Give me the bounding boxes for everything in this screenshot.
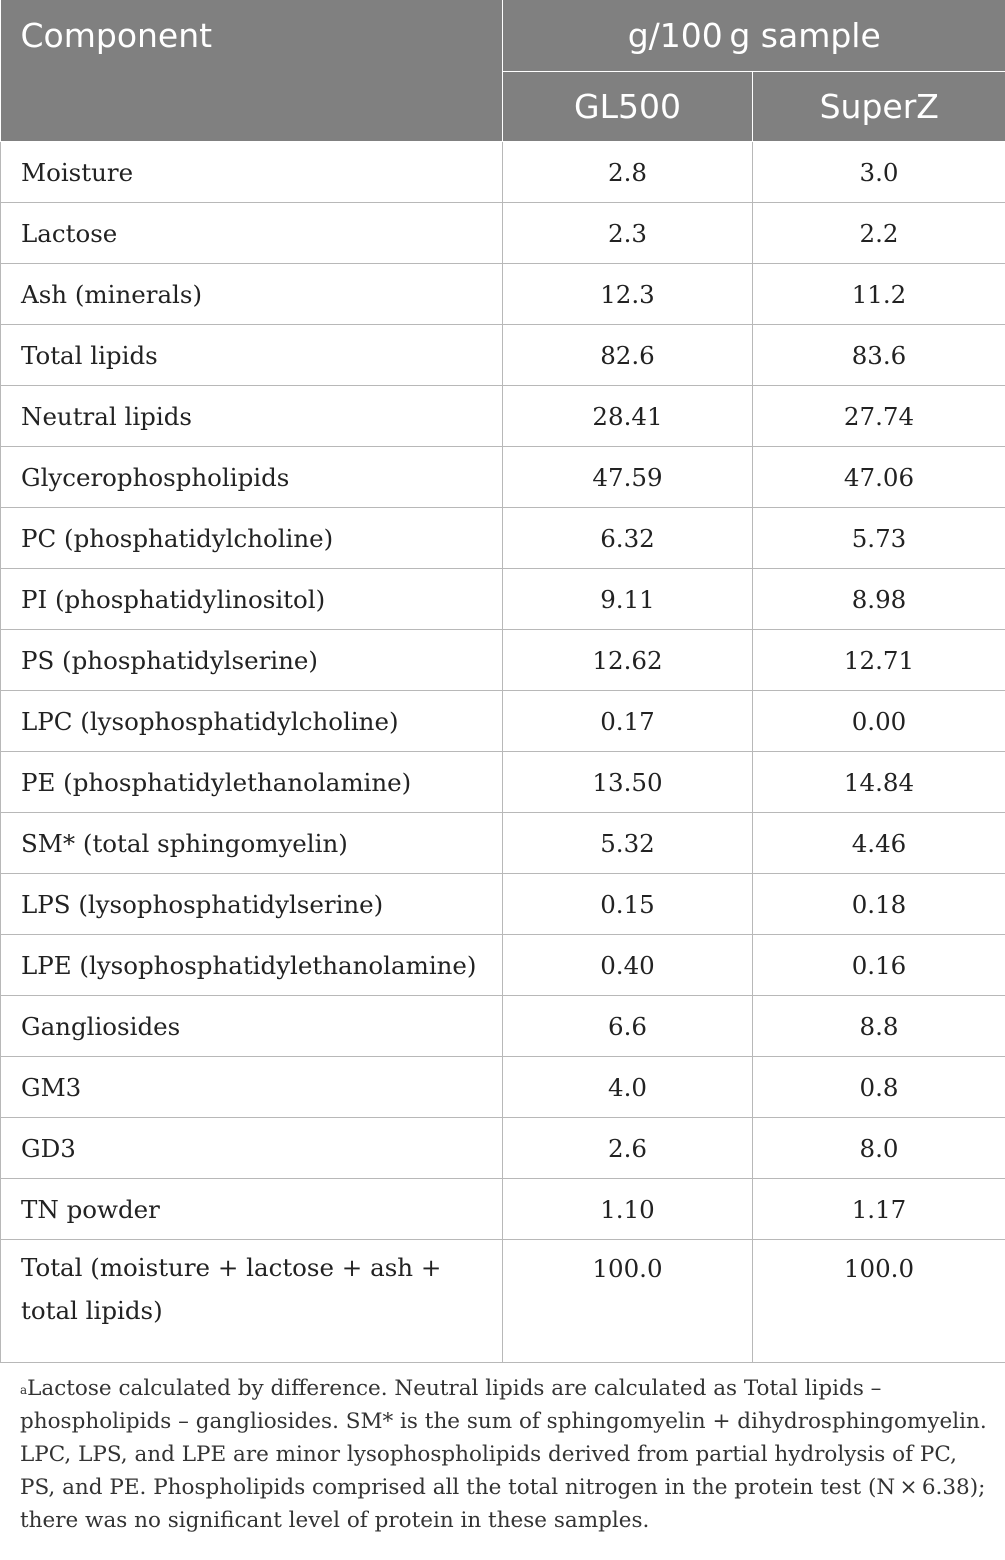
table-row xyxy=(1,203,1005,264)
table-row xyxy=(1,996,1005,1057)
superz-value: 83.6 xyxy=(753,325,1005,386)
gl500-value: 0.17 xyxy=(503,691,753,752)
superz-value: 8.98 xyxy=(753,569,1005,630)
table-row xyxy=(1,813,1005,874)
row-label: GD3 xyxy=(1,1118,503,1179)
table-row xyxy=(1,1057,1005,1118)
superz-value: 2.2 xyxy=(753,203,1005,264)
table-row xyxy=(1,752,1005,813)
gl500-value: 0.15 xyxy=(503,874,753,935)
superz-value: 14.84 xyxy=(753,752,1005,813)
row-label: PE (phosphatidylethanolamine) xyxy=(1,752,503,813)
row-label: LPS (lysophosphatidylserine) xyxy=(1,874,503,935)
gl500-value: 2.8 xyxy=(503,142,753,203)
gl500-value: 9.11 xyxy=(503,569,753,630)
gl500-value: 2.3 xyxy=(503,203,753,264)
table-row xyxy=(1,691,1005,752)
superz-value: 0.00 xyxy=(753,691,1005,752)
table-row xyxy=(1,1118,1005,1179)
superz-value: 5.73 xyxy=(753,508,1005,569)
table-row xyxy=(1,142,1005,203)
row-label: Lactose xyxy=(1,203,503,264)
gl500-value: 13.50 xyxy=(503,752,753,813)
footnote-text: Lactose calculated by difference. Neutral lipids are calculated as Total lipids – phospholipids – gangliosides. SM* is the sum of sphingomyelin + dihydrosphingomyelin. LPC, LPS, and LPE are minor lysophospholipids derived from partial hydrolysis of PC, PS, and PE. Phospholipids comprised all the total nitrogen in the protein test (N × 6.38); there was no significant level of protein in these samples. xyxy=(20,1376,987,1533)
superz-value: 8.0 xyxy=(753,1118,1005,1179)
table-footnote xyxy=(20,1372,995,1537)
gl500-value: 6.6 xyxy=(503,996,753,1057)
row-label: Neutral lipids xyxy=(1,386,503,447)
gl500-value: 12.3 xyxy=(503,264,753,325)
superz-value: 1.17 xyxy=(753,1179,1005,1240)
gl500-value: 2.6 xyxy=(503,1118,753,1179)
table-row xyxy=(1,447,1005,508)
row-label: GM3 xyxy=(1,1057,503,1118)
gl500-value: 82.6 xyxy=(503,325,753,386)
row-label: Ash (minerals) xyxy=(1,264,503,325)
row-label: PS (phosphatidylserine) xyxy=(1,630,503,691)
table-row xyxy=(1,874,1005,935)
row-label: Gangliosides xyxy=(1,996,503,1057)
gl500-value: 5.32 xyxy=(503,813,753,874)
table-row xyxy=(1,1179,1005,1240)
gl500-value: 12.62 xyxy=(503,630,753,691)
table-row xyxy=(1,386,1005,447)
superz-value: 12.71 xyxy=(753,630,1005,691)
total-superz-value: 100.0 xyxy=(753,1240,1005,1363)
total-gl500-value: 100.0 xyxy=(503,1240,753,1363)
gl500-value: 1.10 xyxy=(503,1179,753,1240)
row-label: Moisture xyxy=(1,142,503,203)
superz-value: 27.74 xyxy=(753,386,1005,447)
header-superz: SuperZ xyxy=(753,72,1005,142)
total-row xyxy=(1,1240,1005,1363)
row-label: PC (phosphatidylcholine) xyxy=(1,508,503,569)
row-label: Total lipids xyxy=(1,325,503,386)
superz-value: 47.06 xyxy=(753,447,1005,508)
table-row xyxy=(1,508,1005,569)
footnote-marker: a xyxy=(20,1383,28,1397)
table-row xyxy=(1,569,1005,630)
superz-value: 8.8 xyxy=(753,996,1005,1057)
superz-value: 3.0 xyxy=(753,142,1005,203)
superz-value: 11.2 xyxy=(753,264,1005,325)
table-row xyxy=(1,935,1005,996)
row-label: LPE (lysophosphatidylethanolamine) xyxy=(1,935,503,996)
table-body xyxy=(1,142,1005,1363)
row-label: TN powder xyxy=(1,1179,503,1240)
superz-value: 4.46 xyxy=(753,813,1005,874)
header-gl500: GL500 xyxy=(503,72,753,142)
table-row xyxy=(1,325,1005,386)
gl500-value: 6.32 xyxy=(503,508,753,569)
table-row xyxy=(1,264,1005,325)
row-label: PI (phosphatidylinositol) xyxy=(1,569,503,630)
gl500-value: 4.0 xyxy=(503,1057,753,1118)
table-row xyxy=(1,630,1005,691)
row-label: LPC (lysophosphatidylcholine) xyxy=(1,691,503,752)
row-label: SM* (total sphingomyelin) xyxy=(1,813,503,874)
superz-value: 0.8 xyxy=(753,1057,1005,1118)
total-row-label: Total (moisture + lactose + ash + total lipids) xyxy=(1,1240,503,1363)
gl500-value: 0.40 xyxy=(503,935,753,996)
header-component: Component xyxy=(1,0,503,142)
superz-value: 0.16 xyxy=(753,935,1005,996)
gl500-value: 28.41 xyxy=(503,386,753,447)
gl500-value: 47.59 xyxy=(503,447,753,508)
table-header xyxy=(1,0,1005,142)
superz-value: 0.18 xyxy=(753,874,1005,935)
row-label: Glycerophospholipids xyxy=(1,447,503,508)
header-unit: g/100 g sample xyxy=(503,0,1005,72)
